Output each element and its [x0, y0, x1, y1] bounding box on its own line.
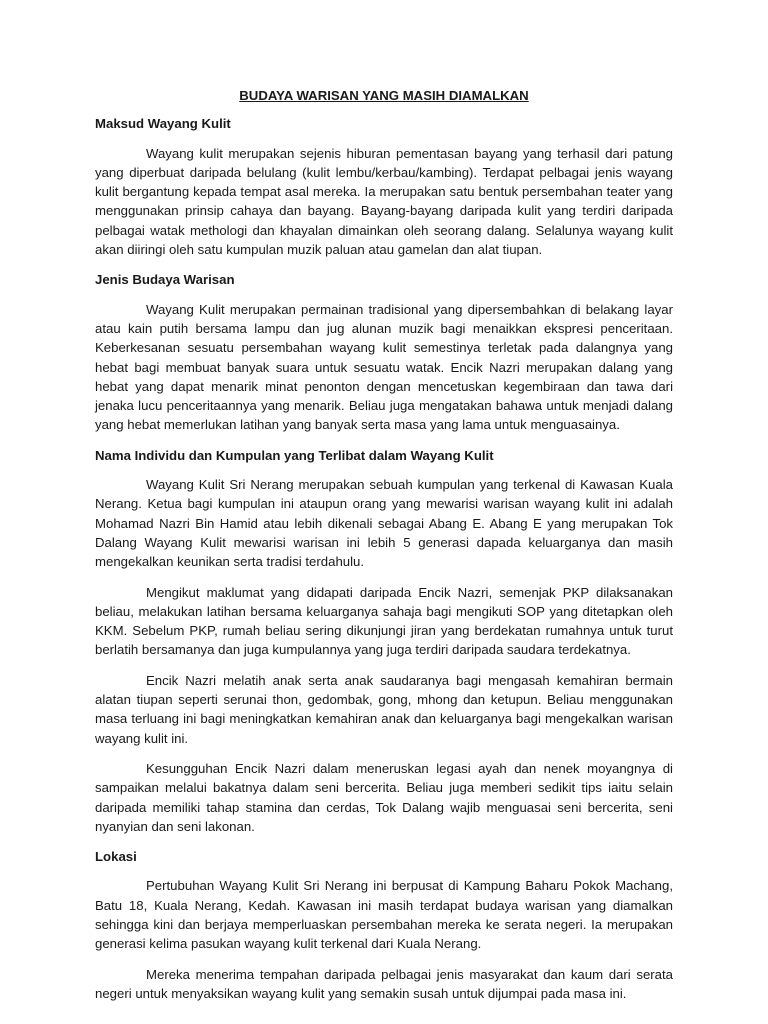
paragraph: Encik Nazri melatih anak serta anak saudaranya bagi mengasah kemahiran bermain alatan tiupan seperti serunai thon, gedombak, gong, mhong dan ketupun. Beliau menggunakan masa terluang ini bagi meningkatkan kemahiran anak dan keluarganya bagi mengekalkan warisan wayang kulit ini.	[95, 672, 673, 746]
section-heading-maksud: Maksud Wayang Kulit	[95, 116, 231, 132]
paragraph: Mereka menerima tempahan daripada pelbagai jenis masyarakat dan kaum dari serata negeri untuk menyaksikan wayang kulit yang semakin susah untuk dijumpai pada masa ini.	[95, 966, 673, 1001]
section-heading-jenis: Jenis Budaya Warisan	[95, 272, 235, 288]
section-heading-nama-individu: Nama Individu dan Kumpulan yang Terlibat dalam Wayang Kulit	[95, 447, 494, 463]
section-heading-lokasi: Lokasi	[95, 849, 137, 865]
paragraph: Pertubuhan Wayang Kulit Sri Nerang ini berpusat di Kampung Baharu Pokok Machang, Batu 18, Kuala Nerang, Kedah. Kawasan ini masih terdapat budaya warisan yang diamalkan sehingga kini dan berjaya memperluaskan persembahan mereka ke serata negeri. Ia merupakan generasi kelima pasukan wayang kulit terkenal dari Kuala Nerang.	[95, 878, 673, 952]
paragraph: Kesungguhan Encik Nazri dalam meneruskan legasi ayah dan nenek moyangnya di sampaikan melalui bakatnya dalam seni bercerita. Beliau juga memberi sedikit tips iaitu selain daripada memiliki tahap stamina dan cerdas, Tok Dalang wajib menguasai seni bercerita, seni nyanyian dan seni lakonan.	[95, 760, 673, 834]
paragraph: Mengikut maklumat yang didapati daripada Encik Nazri, semenjak PKP dilaksanakan beliau, melakukan latihan bersama keluarganya sahaja bagi mengikuti SOP yang ditetapkan oleh KKM. Sebelum PKP, rumah beliau sering dikunjungi jiran yang berdekatan rumahnya untuk turut berlatih bersamanya dan juga kumpulannya yang juga terdiri daripada saudara terdekatnya.	[95, 584, 673, 658]
paragraph: Wayang kulit merupakan sejenis hiburan pementasan bayang yang terhasil dari patung yang diperbuat daripada belulang (kulit lembu/kerbau/kambing). Terdapat pelbagai jenis wayang kulit bergantung kepada tempat asal mereka. Ia merupakan satu bentuk persembahan teater yang menggunakan prinsip cahaya dan bayang. Bayang-bayang daripada kulit yang terdiri daripada pelbagai watak methologi dan khayalan dimainkan oleh seorang dalang. Selalunya wayang kulit akan diiringi oleh satu kumpulan muzik paluan atau gamelan dan alat tiupan.	[95, 145, 673, 258]
paragraph: Wayang Kulit merupakan permainan tradisional yang dipersembahkan di belakang layar atau kain putih bersama lampu dan jug alunan muzik bagi menaikkan ekspresi penceritaan. Keberkesanan sesuatu persembahan wayang kulit semestinya terletak pada dalangnya yang hebat bagi membuat banyak suara untuk sesuatu watak. Encik Nazri merupakan dalang yang hebat yang dapat menarik minat penonton dengan mencetuskan kegembiraan dan tawa dari jenaka lucu penceritaannya yang menarik. Beliau juga mengatakan bahawa untuk menjadi dalang yang hebat memerlukan latihan yang banyak serta masa yang lama untuk menguasainya.	[95, 301, 673, 433]
document-title: BUDAYA WARISAN YANG MASIH DIAMALKAN	[239, 88, 529, 103]
document-page	[95, 86, 673, 1014]
paragraph: Wayang Kulit Sri Nerang merupakan sebuah kumpulan yang terkenal di Kawasan Kuala Nerang. Ketua bagi kumpulan ini ataupun orang yang mewarisi warisan wayang kulit ini adalah Mohamad Nazri Bin Hamid atau lebih dikenali sebagai Abang E. Abang E yang merupakan Tok Dalang Wayang Kulit mewarisi warisan ini lebih 5 generasi dapada keluarganya dan masih mengekalkan keunikan serta tradisi terdahulu.	[95, 477, 673, 570]
